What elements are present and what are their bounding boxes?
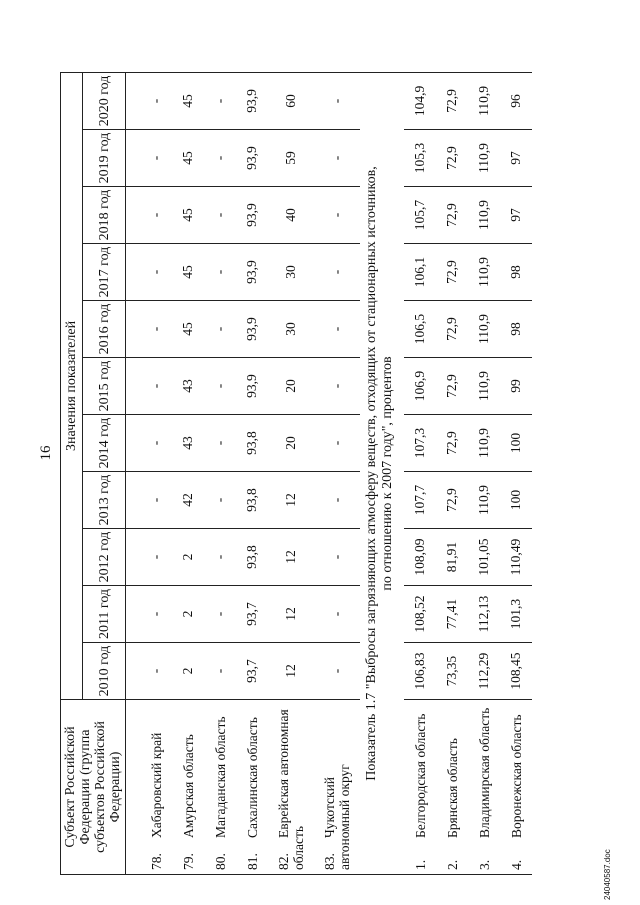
value-cell: 43 (172, 415, 204, 472)
value-cell: - (204, 415, 236, 472)
value-cell: 110,9 (468, 187, 500, 244)
value-cell: 73,35 (436, 643, 468, 700)
subject-name: Хабаровский край (148, 732, 164, 838)
value-cell: - (314, 187, 360, 244)
value-cell: - (126, 130, 173, 187)
value-cell: 93,9 (236, 358, 268, 415)
value-cell: 110,9 (468, 244, 500, 301)
value-cell: - (314, 415, 360, 472)
subject-column-header: Субъект Российской Федерации (группа субъектов Российской Федерации) (61, 700, 126, 875)
value-cell: 72,9 (436, 187, 468, 244)
value-cell: 110,9 (468, 472, 500, 529)
value-cell: 42 (172, 472, 204, 529)
year-header: 2011 год (83, 586, 126, 643)
value-cell: - (126, 358, 173, 415)
value-cell: 106,1 (404, 244, 436, 301)
indicator-title-line-1: Показатель 1.7 "Выбросы загрязняющих атмосферу веществ, отходящих от стационарных источников, (364, 166, 379, 781)
value-cell: - (204, 72, 236, 129)
subject-cell (314, 700, 360, 875)
value-cell: 20 (268, 358, 314, 415)
value-cell: - (204, 244, 236, 301)
values-group-header: Значения показателей (61, 72, 83, 699)
value-cell: 108,45 (500, 643, 532, 700)
value-cell: - (314, 358, 360, 415)
value-cell: 12 (268, 529, 314, 586)
value-cell: 96 (500, 72, 532, 129)
value-cell: 77,41 (436, 586, 468, 643)
page-number: 16 (38, 445, 54, 461)
year-header: 2017 год (83, 244, 126, 301)
table-row (204, 72, 236, 874)
value-cell: - (314, 643, 360, 700)
value-cell: 20 (268, 415, 314, 472)
value-cell: 99 (500, 358, 532, 415)
value-cell: - (126, 529, 173, 586)
value-cell: 93,8 (236, 472, 268, 529)
value-cell: 2 (172, 586, 204, 643)
value-cell: - (204, 358, 236, 415)
value-cell: 93,8 (236, 415, 268, 472)
row-number: 82. (276, 853, 291, 870)
year-header: 2013 год (83, 472, 126, 529)
row-number: 2. (444, 859, 460, 870)
value-cell: 60 (268, 72, 314, 129)
value-cell: - (314, 72, 360, 129)
value-cell: 110,9 (468, 72, 500, 129)
value-cell: - (126, 301, 173, 358)
value-cell: - (126, 72, 173, 129)
row-number: 3. (476, 859, 492, 870)
year-header: 2018 год (83, 187, 126, 244)
value-cell: - (314, 472, 360, 529)
value-cell: - (204, 643, 236, 700)
value-cell: 30 (268, 244, 314, 301)
value-cell: 2 (172, 643, 204, 700)
value-cell: 101,3 (500, 586, 532, 643)
subject-cell (268, 700, 314, 875)
value-cell: 93,9 (236, 72, 268, 129)
subject-name: Магаданская область (212, 716, 228, 838)
row-number: 78. (148, 853, 164, 870)
row-number: 80. (212, 853, 228, 870)
year-header: 2019 год (83, 130, 126, 187)
value-cell: 93,9 (236, 130, 268, 187)
table-row (500, 72, 532, 874)
year-header: 2020 год (83, 72, 126, 129)
value-cell: 40 (268, 187, 314, 244)
value-cell: 81,91 (436, 529, 468, 586)
value-cell: - (126, 187, 173, 244)
table-row (236, 72, 268, 874)
subject-cell (468, 700, 500, 875)
value-cell: 93,9 (236, 301, 268, 358)
value-cell: - (126, 586, 173, 643)
value-cell: 104,9 (404, 72, 436, 129)
value-cell: 45 (172, 130, 204, 187)
subject-cell (500, 700, 532, 875)
value-cell: - (126, 415, 173, 472)
value-cell: 112,29 (468, 643, 500, 700)
table-row (126, 72, 173, 874)
subject-name: Владимирская область (476, 707, 492, 838)
indicator-title (360, 72, 404, 874)
value-cell: 112,13 (468, 586, 500, 643)
value-cell: 30 (268, 301, 314, 358)
value-cell: 105,3 (404, 130, 436, 187)
value-cell: 110,9 (468, 301, 500, 358)
subject-cell (404, 700, 436, 875)
row-number: 83. (322, 853, 337, 870)
value-cell: 110,49 (500, 529, 532, 586)
footer-doc-code: 24040587.doc (603, 849, 612, 900)
value-cell: 101,05 (468, 529, 500, 586)
value-cell: 107,7 (404, 472, 436, 529)
value-cell: - (126, 472, 173, 529)
value-cell: 93,9 (236, 187, 268, 244)
year-header: 2015 год (83, 358, 126, 415)
value-cell: 45 (172, 72, 204, 129)
value-cell: 45 (172, 244, 204, 301)
indicator-title-line-2: по отношению к 2007 году", процентов (380, 356, 395, 591)
value-cell: 72,9 (436, 130, 468, 187)
table-row (314, 72, 360, 874)
value-cell: 43 (172, 358, 204, 415)
value-cell: 59 (268, 130, 314, 187)
value-cell: 100 (500, 415, 532, 472)
value-cell: 105,7 (404, 187, 436, 244)
subject-cell (204, 700, 236, 875)
value-cell: 72,9 (436, 415, 468, 472)
row-number: 4. (508, 859, 524, 870)
subject-cell (172, 700, 204, 875)
row-number: 79. (180, 853, 196, 870)
value-cell: - (204, 187, 236, 244)
value-cell: 93,8 (236, 529, 268, 586)
value-cell: 12 (268, 472, 314, 529)
subject-name: Амурская область (180, 734, 196, 838)
value-cell: 97 (500, 187, 532, 244)
value-cell: - (314, 130, 360, 187)
table-row (468, 72, 500, 874)
value-cell: - (204, 301, 236, 358)
subject-cell (126, 700, 173, 875)
value-cell: 12 (268, 643, 314, 700)
value-cell: 93,7 (236, 586, 268, 643)
value-cell: - (204, 472, 236, 529)
value-cell: - (204, 130, 236, 187)
value-cell: - (314, 244, 360, 301)
subject-name: Белгородская область (412, 713, 428, 838)
value-cell: 45 (172, 301, 204, 358)
value-cell: 108,09 (404, 529, 436, 586)
value-cell: - (126, 244, 173, 301)
value-cell: 72,9 (436, 472, 468, 529)
value-cell: 107,3 (404, 415, 436, 472)
value-cell: 106,83 (404, 643, 436, 700)
year-header: 2014 год (83, 415, 126, 472)
value-cell: 93,9 (236, 244, 268, 301)
value-cell: 108,52 (404, 586, 436, 643)
table-row (268, 72, 314, 874)
value-cell: 106,9 (404, 358, 436, 415)
subject-name: Еврейская автономная область (276, 709, 306, 870)
year-header: 2012 год (83, 529, 126, 586)
row-number: 81. (244, 853, 260, 870)
value-cell: 106,5 (404, 301, 436, 358)
indicator-title-row (360, 72, 404, 874)
value-cell: - (314, 301, 360, 358)
subject-name: Брянская область (444, 738, 460, 838)
value-cell: 100 (500, 472, 532, 529)
table-body (126, 72, 533, 874)
value-cell: 110,9 (468, 415, 500, 472)
value-cell: 110,9 (468, 358, 500, 415)
value-cell: 97 (500, 130, 532, 187)
value-cell: - (204, 586, 236, 643)
subject-name: Чукотский автономный округ (322, 764, 352, 870)
value-cell: - (314, 529, 360, 586)
value-cell: 2 (172, 529, 204, 586)
value-cell: 72,9 (436, 358, 468, 415)
value-cell: - (204, 529, 236, 586)
value-cell: 72,9 (436, 72, 468, 129)
value-cell: - (314, 586, 360, 643)
subject-name: Сахалинская область (244, 717, 260, 838)
value-cell: 45 (172, 187, 204, 244)
subject-name: Воронежская область (508, 714, 524, 838)
indicators-table (60, 72, 532, 875)
value-cell: 12 (268, 586, 314, 643)
subject-cell (236, 700, 268, 875)
row-number: 1. (412, 859, 428, 870)
value-cell: 72,9 (436, 301, 468, 358)
value-cell: 98 (500, 301, 532, 358)
value-cell: 93,7 (236, 643, 268, 700)
table-row (404, 72, 436, 874)
year-header: 2010 год (83, 643, 126, 700)
table-row (436, 72, 468, 874)
value-cell: 72,9 (436, 244, 468, 301)
value-cell: - (126, 643, 173, 700)
value-cell: 98 (500, 244, 532, 301)
year-header: 2016 год (83, 301, 126, 358)
table-row (172, 72, 204, 874)
subject-cell (436, 700, 468, 875)
value-cell: 110,9 (468, 130, 500, 187)
